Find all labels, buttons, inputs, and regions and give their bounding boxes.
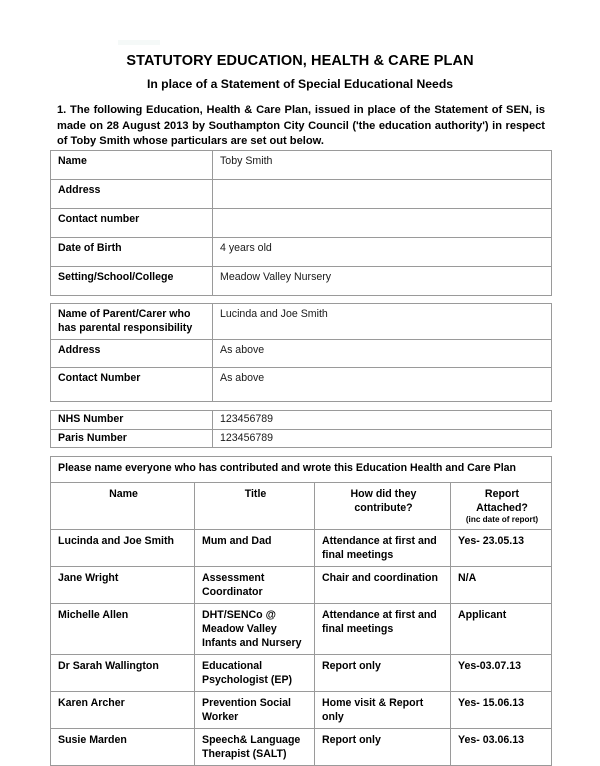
contributors-table <box>50 456 552 766</box>
field-value-contact-number <box>213 209 552 238</box>
contributor-name: Lucinda and Joe Smith <box>51 530 195 567</box>
contributor-title: DHT/SENCo @ Meadow Valley Infants and Nursery <box>195 604 315 655</box>
contributor-contribution: Home visit & Report only <box>315 692 451 729</box>
contributor-report: Yes- 03.06.13 <box>451 729 552 766</box>
contributor-contribution: Chair and coordination <box>315 567 451 604</box>
table-row <box>51 429 552 448</box>
table-row <box>51 655 552 692</box>
scan-artifact <box>118 40 160 45</box>
field-value-parent-name: Lucinda and Joe Smith <box>213 304 552 340</box>
field-value-name: Toby Smith <box>213 151 552 180</box>
field-label-parent-contact: Contact Number <box>51 368 213 402</box>
table-row <box>51 530 552 567</box>
intro-paragraph: 1. The following Education, Health & Care Plan, issued in place of the Statement of SEN, is made on 28 August 2013 by Southampton City Council ('the education authority') in respect of Toby Smith whose particulars are set out below. <box>57 104 545 148</box>
contributor-report: N/A <box>451 567 552 604</box>
table-row <box>51 340 552 368</box>
contributor-name: Michelle Allen <box>51 604 195 655</box>
field-label-name: Name <box>51 151 213 180</box>
identifier-numbers-table <box>50 410 552 448</box>
field-label-nhs-number: NHS Number <box>51 411 213 430</box>
table-row <box>51 180 552 209</box>
column-header-report-attached <box>451 483 552 530</box>
field-value-nhs-number: 123456789 <box>213 411 552 430</box>
field-value-parent-address: As above <box>213 340 552 368</box>
field-label-setting-school-college: Setting/School/College <box>51 267 213 296</box>
contributor-contribution: Report only <box>315 655 451 692</box>
table-row <box>51 368 552 402</box>
column-header-name: Name <box>51 483 195 530</box>
table-banner-row <box>51 457 552 483</box>
table-row <box>51 411 552 430</box>
table-row <box>51 692 552 729</box>
field-value-setting-school-college: Meadow Valley Nursery <box>213 267 552 296</box>
column-header-report-attached-sublabel: (inc date of report) <box>465 515 539 524</box>
contributor-title: Mum and Dad <box>195 530 315 567</box>
field-value-address <box>213 180 552 209</box>
table-row <box>51 304 552 340</box>
column-header-title: Title <box>195 483 315 530</box>
field-label-address: Address <box>51 180 213 209</box>
field-label-parent-address: Address <box>51 340 213 368</box>
contributor-title: Educational Psychologist (EP) <box>195 655 315 692</box>
personal-details-table <box>50 150 552 296</box>
contributor-name: Dr Sarah Wallington <box>51 655 195 692</box>
table-row <box>51 604 552 655</box>
contributor-name: Karen Archer <box>51 692 195 729</box>
table-row <box>51 209 552 238</box>
contributor-report: Yes-03.07.13 <box>451 655 552 692</box>
contributor-contribution: Attendance at first and final meetings <box>315 604 451 655</box>
field-value-parent-contact: As above <box>213 368 552 402</box>
contributor-title: Assessment Coordinator <box>195 567 315 604</box>
field-label-contact-number: Contact number <box>51 209 213 238</box>
contributor-title: Prevention Social Worker <box>195 692 315 729</box>
table-row <box>51 238 552 267</box>
field-label-date-of-birth: Date of Birth <box>51 238 213 267</box>
field-value-date-of-birth: 4 years old <box>213 238 552 267</box>
contributor-name: Susie Marden <box>51 729 195 766</box>
page-title: STATUTORY EDUCATION, HEALTH & CARE PLAN <box>126 53 474 69</box>
contributor-contribution: Report only <box>315 729 451 766</box>
table-row <box>51 151 552 180</box>
contributor-title: Speech& Language Therapist (SALT) <box>195 729 315 766</box>
title-block <box>50 52 550 93</box>
table-row <box>51 729 552 766</box>
contributor-contribution: Attendance at first and final meetings <box>315 530 451 567</box>
column-header-contribution: How did they contribute? <box>315 483 451 530</box>
field-value-paris-number: 123456789 <box>213 429 552 448</box>
column-header-report-attached-label: Report Attached? <box>476 488 528 514</box>
field-label-parent-name: Name of Parent/Carer who has parental responsibility <box>51 304 213 340</box>
table-header-row <box>51 483 552 530</box>
contributor-name: Jane Wright <box>51 567 195 604</box>
table-row <box>51 267 552 296</box>
field-label-paris-number: Paris Number <box>51 429 213 448</box>
table-row <box>51 567 552 604</box>
contributor-report: Yes- 15.06.13 <box>451 692 552 729</box>
contributor-report: Yes- 23.05.13 <box>451 530 552 567</box>
page-subtitle: In place of a Statement of Special Educational Needs <box>146 77 454 91</box>
contributors-banner: Please name everyone who has contributed and wrote this Education Health and Care Plan <box>51 457 552 483</box>
contributor-report: Applicant <box>451 604 552 655</box>
parent-carer-table <box>50 303 552 402</box>
